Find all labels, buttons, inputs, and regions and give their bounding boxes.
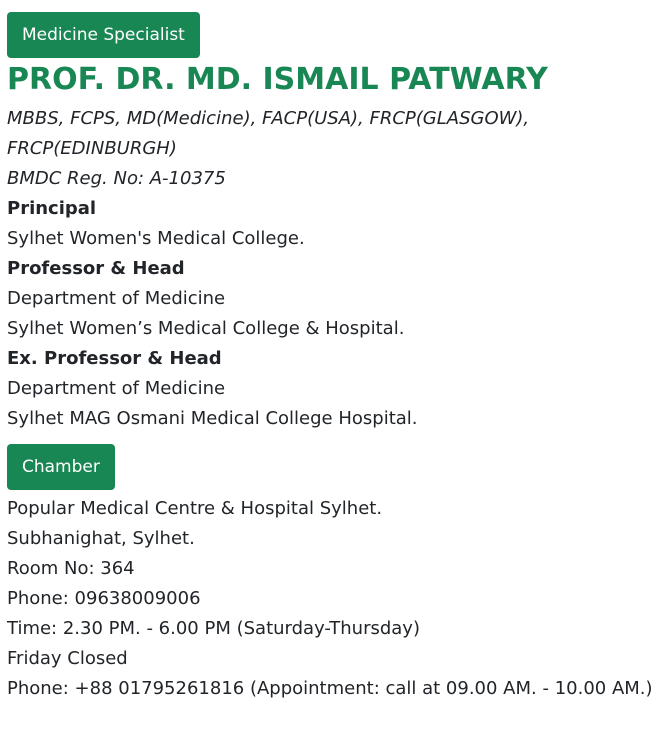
chamber-hospital: Popular Medical Centre & Hospital Sylhet. <box>7 498 383 519</box>
appointment-phone: Phone: +88 01795261816 (Appointment: call at 09.00 AM. - 10.00 AM.) <box>7 678 653 699</box>
position-line: Department of Medicine <box>7 378 226 399</box>
chamber-closed-day: Friday Closed <box>7 648 128 669</box>
position-line: Sylhet MAG Osmani Medical College Hospital. <box>7 408 418 429</box>
degrees-line-2: FRCP(EDINBURGH) <box>7 138 177 159</box>
chamber-address: Subhanighat, Sylhet. <box>7 528 195 549</box>
chamber-details <box>7 494 669 704</box>
bmdc-registration: BMDC Reg. No: A-10375 <box>7 168 226 189</box>
doctor-name: PROF. DR. MD. ISMAIL PATWARY <box>7 62 548 97</box>
chamber-time: Time: 2.30 PM. - 6.00 PM (Saturday-Thursday) <box>7 618 420 639</box>
degrees-line-1: MBBS, FCPS, MD(Medicine), FACP(USA), FRCP(GLASGOW), <box>7 108 530 129</box>
position-title-principal: Principal <box>7 198 97 219</box>
chamber-room: Room No: 364 <box>7 558 135 579</box>
position-title-ex-professor-head: Ex. Professor & Head <box>7 348 222 369</box>
position-line: Sylhet Women's Medical College. <box>7 228 305 249</box>
position-title-professor-head: Professor & Head <box>7 258 185 279</box>
position-line: Department of Medicine <box>7 288 226 309</box>
position-line: Sylhet Women’s Medical College & Hospital. <box>7 318 405 339</box>
specialty-button[interactable]: Medicine Specialist <box>7 12 200 58</box>
chamber-phone: Phone: 09638009006 <box>7 588 201 609</box>
chamber-button[interactable]: Chamber <box>7 444 115 490</box>
